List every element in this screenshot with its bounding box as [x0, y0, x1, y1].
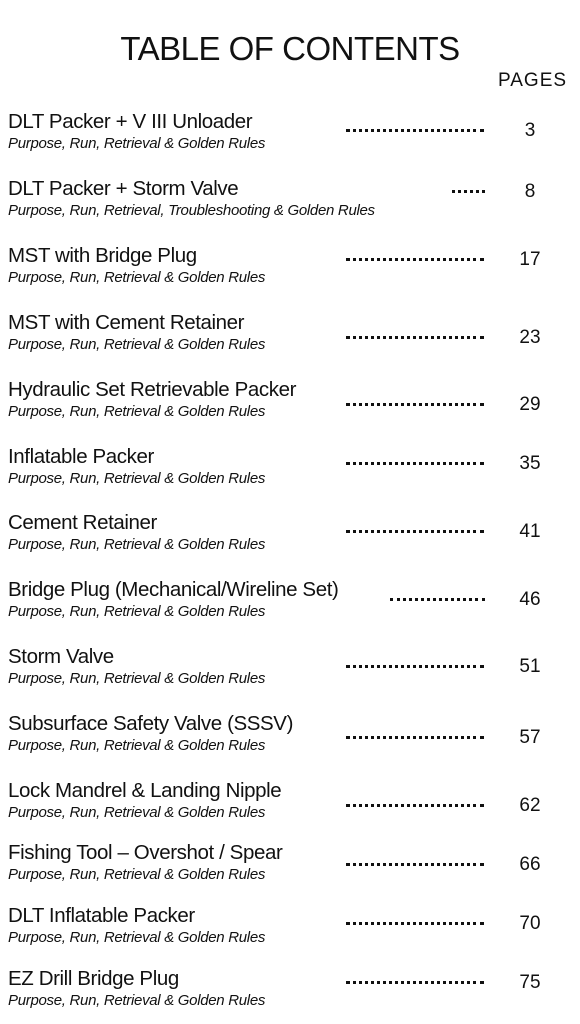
dot-leader — [346, 863, 484, 866]
dot-leader — [346, 530, 484, 533]
entry-subtitle: Purpose, Run, Retrieval & Golden Rules — [8, 866, 266, 883]
page-number: 17 — [519, 249, 541, 270]
entry-title: DLT Packer + Storm Valve — [8, 177, 239, 200]
toc-entry[interactable] — [0, 841, 580, 891]
page-number: 29 — [519, 394, 541, 415]
dot-leader — [346, 403, 484, 406]
dot-leader — [346, 736, 484, 739]
entry-subtitle: Purpose, Run, Retrieval & Golden Rules — [8, 992, 266, 1009]
entry-title: Fishing Tool – Overshot / Spear — [8, 841, 283, 864]
dot-leader — [346, 981, 484, 984]
page-number: 75 — [519, 972, 541, 993]
toc-entry[interactable] — [0, 645, 580, 695]
toc-entry[interactable] — [0, 967, 580, 1017]
page-number: 62 — [519, 795, 541, 816]
page-number: 57 — [519, 727, 541, 748]
entry-subtitle: Purpose, Run, Retrieval & Golden Rules — [8, 804, 266, 821]
page-number: 41 — [519, 521, 541, 542]
entry-subtitle: Purpose, Run, Retrieval & Golden Rules — [8, 603, 266, 620]
entry-subtitle: Purpose, Run, Retrieval & Golden Rules — [8, 336, 266, 353]
page-number: 35 — [519, 453, 541, 474]
entry-subtitle: Purpose, Run, Retrieval & Golden Rules — [8, 737, 266, 754]
entry-title: Storm Valve — [8, 645, 114, 668]
entry-title: DLT Packer + V III Unloader — [8, 110, 253, 133]
dot-leader — [346, 258, 484, 261]
toc-entry[interactable] — [0, 779, 580, 829]
dot-leader — [346, 462, 484, 465]
entry-subtitle: Purpose, Run, Retrieval & Golden Rules — [8, 470, 266, 487]
page-number: 23 — [519, 327, 541, 348]
entry-title: Inflatable Packer — [8, 445, 154, 468]
toc-title: TABLE OF CONTENTS — [120, 30, 460, 67]
page-number: 70 — [519, 913, 541, 934]
dot-leader — [346, 922, 484, 925]
dot-leader — [346, 129, 484, 132]
entry-subtitle: Purpose, Run, Retrieval & Golden Rules — [8, 403, 266, 420]
dot-leader — [346, 665, 484, 668]
entry-title: DLT Inflatable Packer — [8, 904, 195, 927]
entry-subtitle: Purpose, Run, Retrieval & Golden Rules — [8, 929, 266, 946]
toc-entry[interactable] — [0, 177, 580, 227]
entry-title: Bridge Plug (Mechanical/Wireline Set) — [8, 578, 339, 601]
toc-entry[interactable] — [0, 378, 580, 428]
entry-title: Hydraulic Set Retrievable Packer — [8, 378, 296, 401]
page-number: 46 — [519, 589, 541, 610]
page-number: 3 — [524, 120, 536, 141]
dot-leader — [452, 190, 485, 193]
dot-leader — [346, 336, 484, 339]
entry-subtitle: Purpose, Run, Retrieval & Golden Rules — [8, 269, 266, 286]
page-number: 66 — [519, 854, 541, 875]
toc-entry[interactable] — [0, 904, 580, 954]
toc-entry[interactable] — [0, 578, 580, 628]
toc-entry[interactable] — [0, 511, 580, 561]
dot-leader — [346, 804, 484, 807]
toc-entry[interactable] — [0, 311, 580, 361]
toc-entry[interactable] — [0, 445, 580, 495]
dot-leader — [390, 598, 485, 601]
entry-title: MST with Cement Retainer — [8, 311, 245, 334]
entry-title: Lock Mandrel & Landing Nipple — [8, 779, 282, 802]
page-number: 51 — [519, 656, 541, 677]
entry-title: Subsurface Safety Valve (SSSV) — [8, 712, 294, 735]
toc-entry[interactable] — [0, 712, 580, 762]
entry-title: MST with Bridge Plug — [8, 244, 197, 267]
entry-title: EZ Drill Bridge Plug — [8, 967, 179, 990]
entry-title: Cement Retainer — [8, 511, 157, 534]
pages-column-header: PAGES — [498, 70, 568, 91]
entry-subtitle: Purpose, Run, Retrieval, Troubleshooting & Golden Rules — [8, 202, 375, 219]
entry-subtitle: Purpose, Run, Retrieval & Golden Rules — [8, 670, 266, 687]
entry-subtitle: Purpose, Run, Retrieval & Golden Rules — [8, 135, 266, 152]
toc-entry[interactable] — [0, 110, 580, 160]
toc-entry[interactable] — [0, 244, 580, 294]
page-number: 8 — [524, 181, 536, 202]
entry-subtitle: Purpose, Run, Retrieval & Golden Rules — [8, 536, 266, 553]
